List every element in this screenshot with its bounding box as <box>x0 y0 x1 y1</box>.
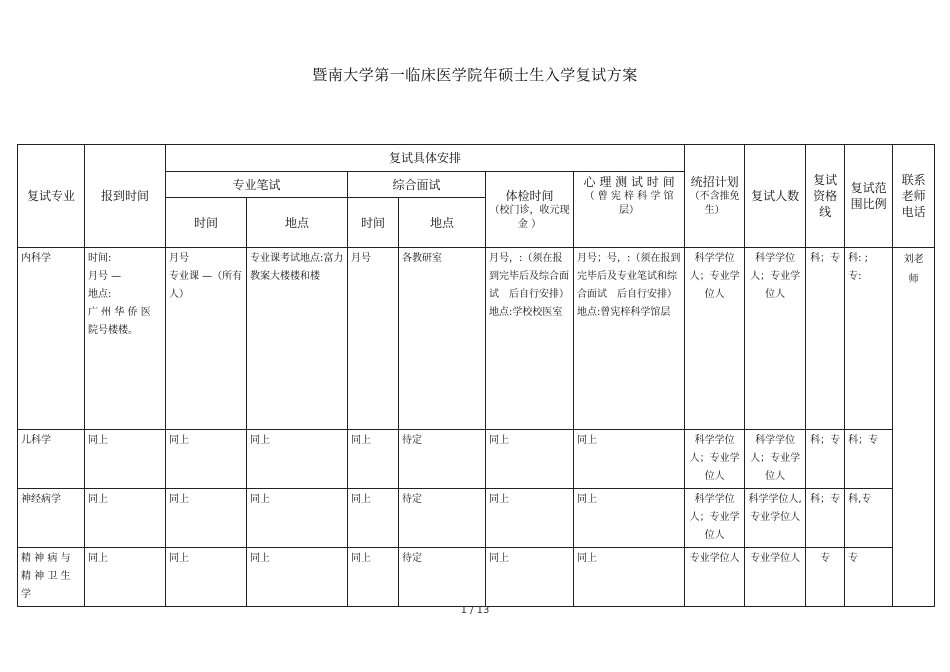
cell-text: 科学学位人；专业学位人 <box>689 253 740 300</box>
cell-psych <box>574 489 685 548</box>
table-row <box>18 489 935 548</box>
cell-qualify <box>806 430 845 489</box>
header-plan-note: （不含推免生） <box>689 191 740 216</box>
cell-count <box>745 548 806 607</box>
cell-wplace <box>247 430 348 489</box>
cell-iplace <box>399 430 486 489</box>
header-physical <box>486 172 574 248</box>
header-interview-time: 时间 <box>348 198 399 248</box>
cell-major: 神经病学 <box>18 489 85 548</box>
cell-text: 科学学位人；专业学位人 <box>689 494 740 541</box>
cell-psych <box>574 548 685 607</box>
cell-text: 月号 <box>351 253 371 264</box>
cell-text: 专 <box>848 553 859 564</box>
cell-text: 各教研室 <box>402 253 442 264</box>
cell-itime <box>348 489 399 548</box>
cell-qualify <box>806 248 845 430</box>
cell-text: 同上 <box>250 494 270 505</box>
header-written-time: 时间 <box>166 198 247 248</box>
cell-text: 科学学位人；专业学位人 <box>689 435 740 482</box>
table-body <box>18 248 935 607</box>
cell-plan <box>685 548 745 607</box>
cell-iplace <box>399 548 486 607</box>
cell-text: 同上 <box>577 435 597 446</box>
cell-wplace <box>247 548 348 607</box>
cell-text: 时间: <box>88 253 112 264</box>
cell-text: 同上 <box>169 494 189 505</box>
cell-iplace <box>399 248 486 430</box>
cell-count <box>745 248 806 430</box>
header-contact: 联系老师电话 <box>893 145 935 248</box>
cell-report <box>85 489 166 548</box>
cell-text: 月号 <box>169 253 189 264</box>
cell-ratio <box>845 548 893 607</box>
cell-qualify <box>806 548 845 607</box>
cell-text: 同上 <box>169 553 189 564</box>
cell-physical <box>486 489 574 548</box>
header-written: 专业笔试 <box>166 172 348 198</box>
cell-count <box>745 430 806 489</box>
cell-psych <box>574 430 685 489</box>
cell-wtime <box>166 489 247 548</box>
header-plan <box>685 145 745 248</box>
cell-text: 同上 <box>88 553 108 564</box>
document-title: 暨南大学第一临床医学院年硕士生入学复试方案 <box>312 66 638 84</box>
header-psych-label: 心 理 测 试 时 间 <box>583 175 675 189</box>
cell-itime <box>348 548 399 607</box>
retest-plan-table <box>17 144 935 607</box>
header-physical-label: 体检时间 <box>505 188 554 203</box>
cell-wtime <box>166 548 247 607</box>
header-major: 复试专业 <box>18 145 85 248</box>
cell-text: 专: <box>848 271 862 282</box>
cell-text: 同上 <box>250 553 270 564</box>
cell-text: 同上 <box>250 435 270 446</box>
cell-text: 同上 <box>489 553 509 564</box>
header-plan-label: 统招计划 <box>690 175 739 189</box>
cell-plan <box>685 248 745 430</box>
cell-text: 待定 <box>402 553 422 564</box>
cell-text: 月号 — <box>88 271 122 282</box>
page-indicator: 1 / 13 <box>460 605 490 616</box>
cell-wtime <box>166 248 247 430</box>
cell-text: 专业学位人 <box>689 553 740 564</box>
cell-report <box>85 248 166 430</box>
cell-text: 同上 <box>577 553 597 564</box>
cell-report <box>85 430 166 489</box>
cell-text: 同上 <box>88 494 108 505</box>
cell-text: 月号，:（须在报到完毕后及综合面试 后自行安排）地点:学校校医室 <box>489 253 569 318</box>
header-physical-note: （校门诊，收元现金 ） <box>489 204 570 230</box>
cell-ratio <box>845 248 893 430</box>
header-psych-note: （ 曾 宪 梓 科 学 馆 层） <box>584 191 674 216</box>
table-row <box>18 548 935 607</box>
cell-text: 科学学位人,专业学位人 <box>748 494 802 523</box>
table-row <box>18 430 935 489</box>
cell-text: 待定 <box>402 435 422 446</box>
cell-physical <box>486 248 574 430</box>
cell-text: 科学学位人；专业学位人 <box>750 435 801 482</box>
cell-text: 同上 <box>577 494 597 505</box>
cell-major: 儿科学 <box>18 430 85 489</box>
cell-text: 科；专 <box>810 435 841 446</box>
header-qualify: 复试资格线 <box>806 145 845 248</box>
header-arrangement: 复试具体安排 <box>166 145 685 172</box>
header-interview-place: 地点 <box>399 198 486 248</box>
cell-plan <box>685 430 745 489</box>
cell-itime <box>348 430 399 489</box>
cell-iplace <box>399 489 486 548</box>
cell-text: 同上 <box>88 435 108 446</box>
cell-wplace <box>247 489 348 548</box>
cell-text: 专业学位人 <box>750 553 801 564</box>
cell-plan <box>685 489 745 548</box>
cell-text: 广 州 华 侨 医 院号楼楼。 <box>88 307 151 336</box>
cell-text: 科,专 <box>848 494 872 505</box>
cell-itime <box>348 248 399 430</box>
cell-text: 同上 <box>489 435 509 446</box>
contact-teacher: 刘老师 <box>903 254 924 285</box>
cell-text: 专业课 —（所有人） <box>169 271 243 300</box>
cell-wplace <box>247 248 348 430</box>
cell-ratio <box>845 489 893 548</box>
header-interview: 综合面试 <box>348 172 486 198</box>
header-count: 复试人数 <box>745 145 806 248</box>
cell-text: 同上 <box>351 553 371 564</box>
cell-wtime <box>166 430 247 489</box>
cell-text: 同上 <box>351 435 371 446</box>
header-written-place: 地点 <box>247 198 348 248</box>
cell-text: 科；专 <box>810 253 841 264</box>
cell-text: 待定 <box>402 494 422 505</box>
cell-major: 内科学 <box>18 248 85 430</box>
cell-text: 地点: <box>88 289 112 300</box>
cell-psych <box>574 248 685 430</box>
cell-text: 科；专 <box>810 494 841 505</box>
cell-physical <box>486 548 574 607</box>
table-row <box>18 248 935 430</box>
cell-text: 月号；号，:（须在报到完毕后及专业笔试和综合面试 后自行安排）地点:曾宪梓科学馆层 <box>577 253 681 318</box>
header-psych <box>574 172 685 248</box>
cell-text: 同上 <box>351 494 371 505</box>
cell-count <box>745 489 806 548</box>
cell-text: 科学学位人；专业学位人 <box>750 253 801 300</box>
cell-text: 专业课考试地点:富力教案大楼楼和楼 <box>250 253 344 282</box>
header-report-time: 报到时间 <box>85 145 166 248</box>
cell-text: 科: ; <box>848 253 868 264</box>
cell-ratio <box>845 430 893 489</box>
cell-qualify <box>806 489 845 548</box>
cell-contact <box>893 248 935 607</box>
cell-text: 同上 <box>489 494 509 505</box>
header-ratio: 复试范围比例 <box>845 145 893 248</box>
cell-report <box>85 548 166 607</box>
cell-text: 专 <box>820 553 831 564</box>
cell-major: 精 神 病 与 精 神 卫 生 学 <box>18 548 85 607</box>
cell-physical <box>486 430 574 489</box>
cell-text: 同上 <box>169 435 189 446</box>
cell-text: 科；专 <box>848 435 879 446</box>
